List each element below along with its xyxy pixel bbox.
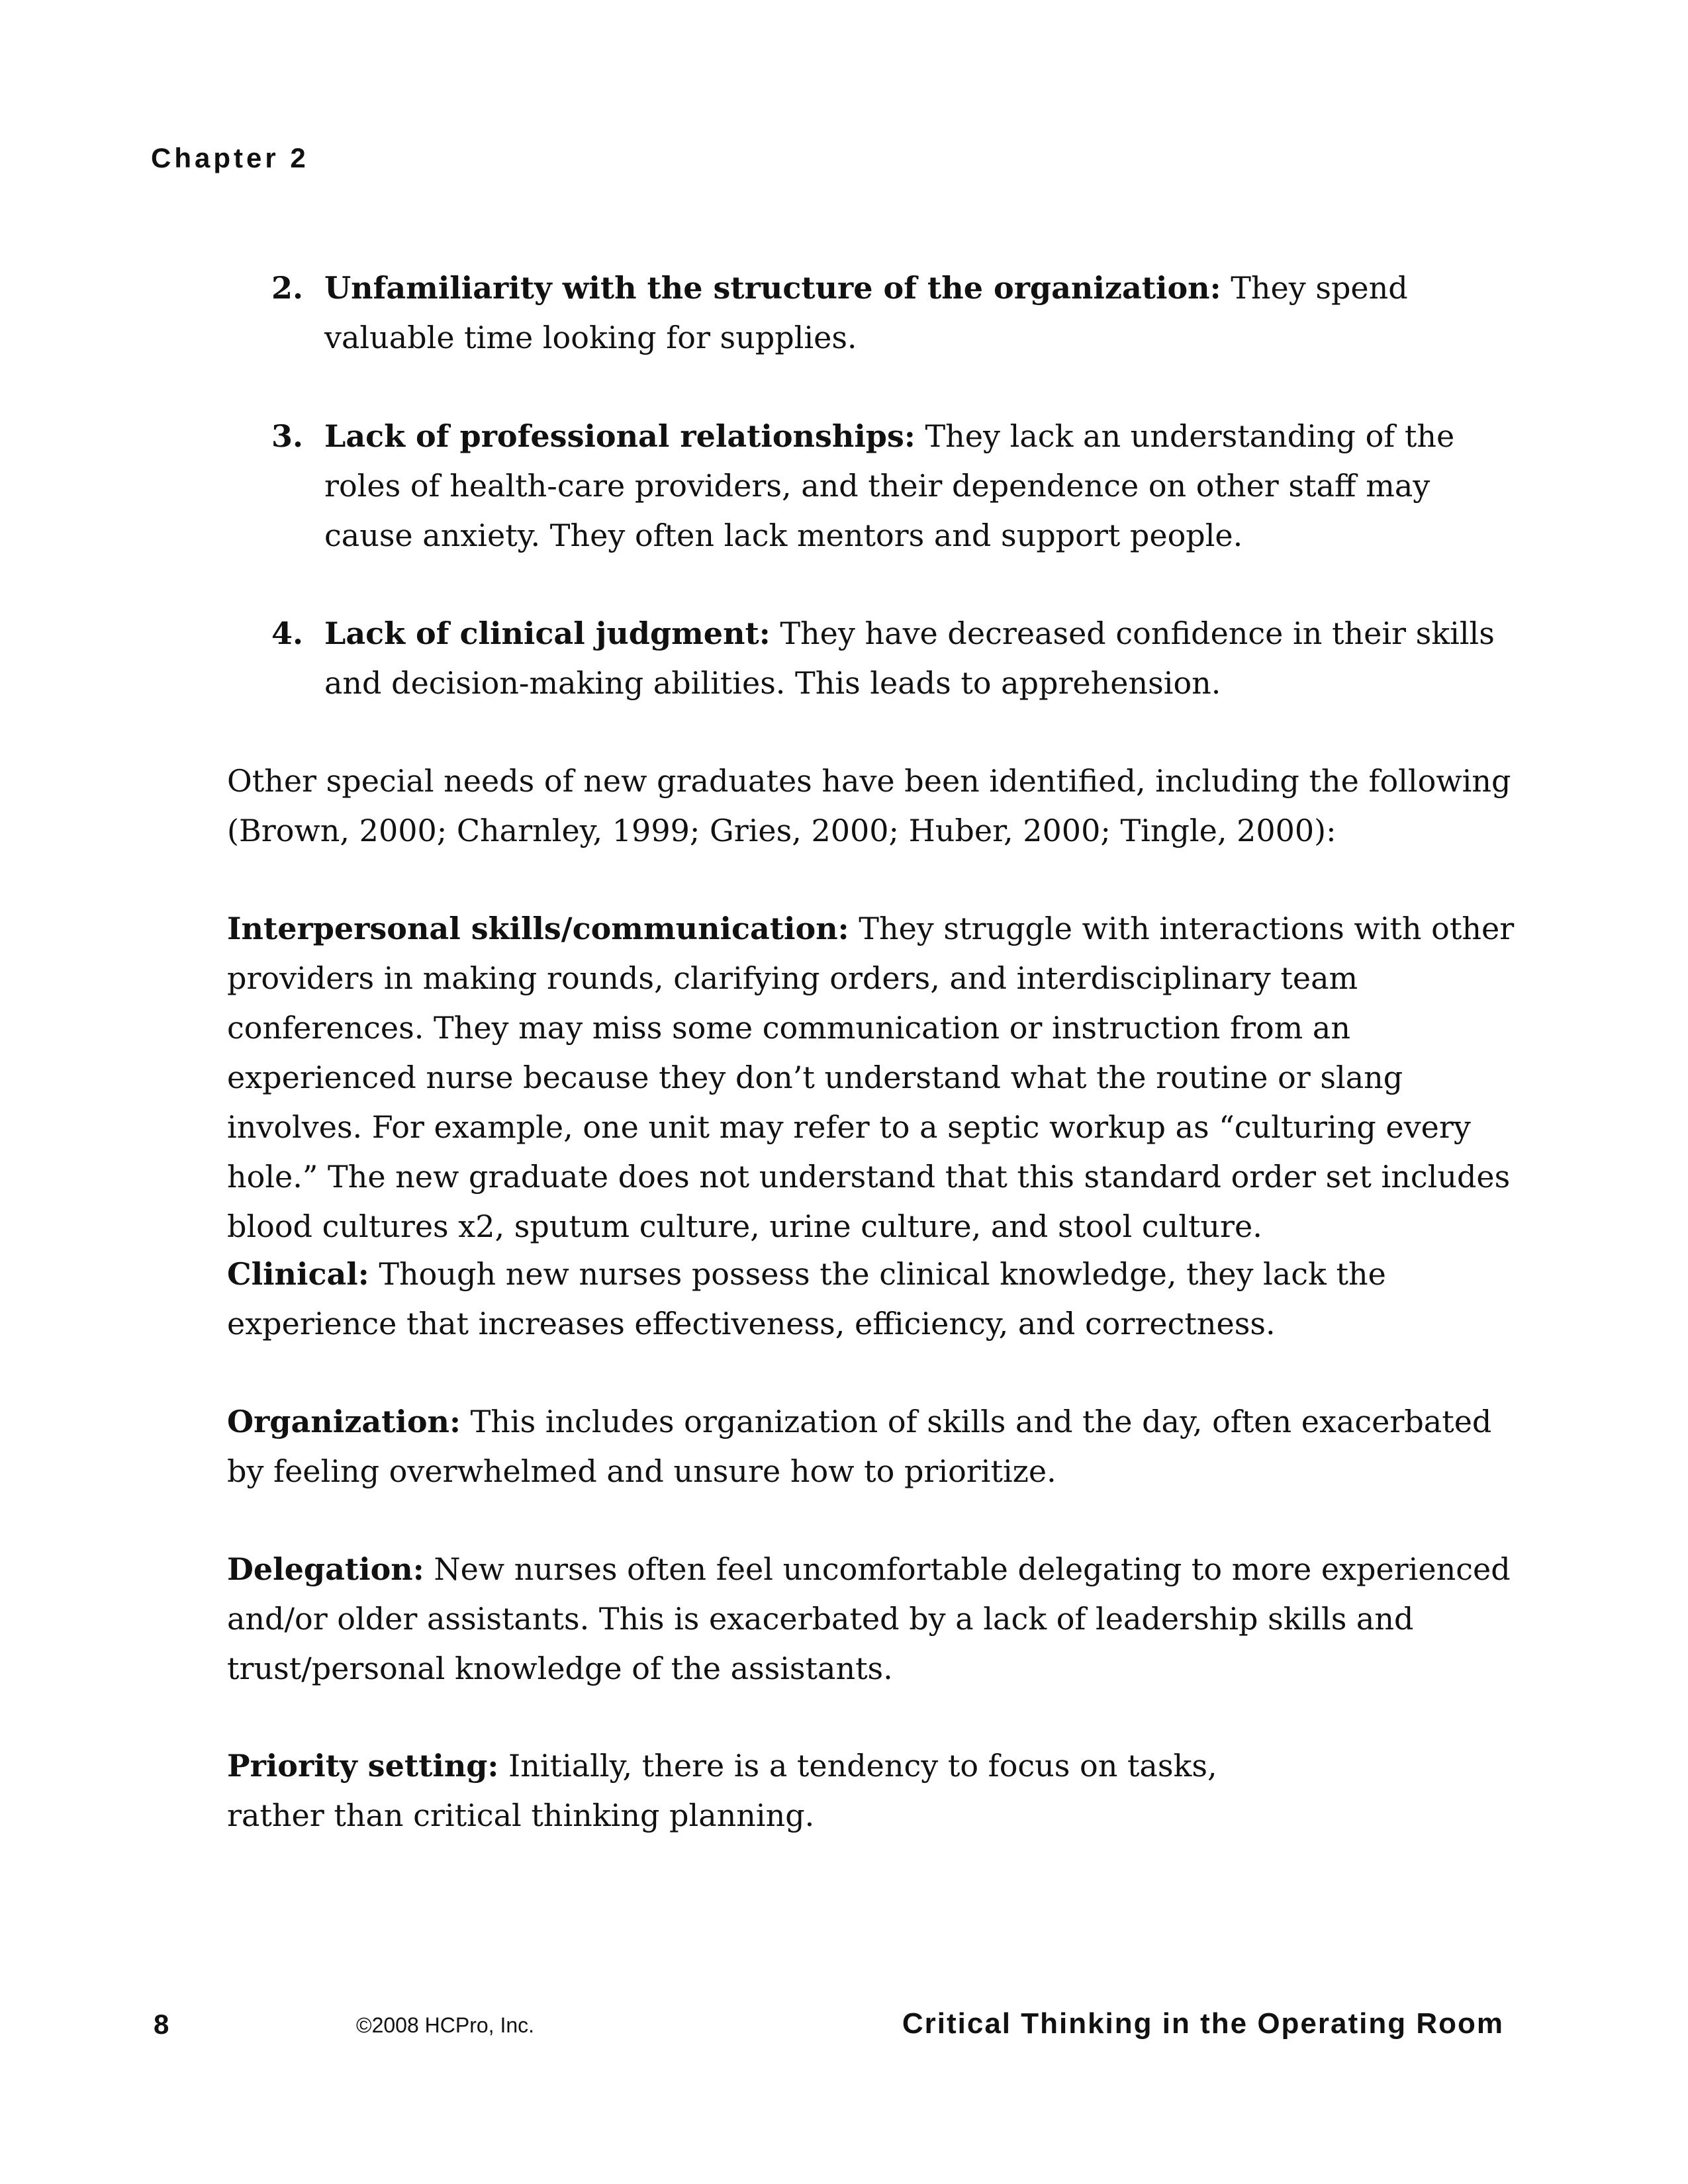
intro-paragraph: Other special needs of new graduates have been identified, including the following (Brown, 2000; Charnley, 1999; Gries, 2000; Huber, 2000; Tingle, 2000):: [227, 763, 1511, 848]
need-text: Though new nurses possess the clinical knowledge, they lack the experience that increases effectiveness, efficiency, and correctness.: [227, 1256, 1386, 1342]
need-organization: [227, 1397, 1518, 1496]
list-item: [271, 412, 1516, 561]
need-text: Initially, there is a tendency to focus on tasks, rather than critical thinking planning.: [227, 1748, 1217, 1833]
need-text: New nurses often feel uncomfortable delegating to more experienced and/or older assistants. This is exacerbated by a lack of leadership skills and trust/personal knowledge of the assistants.: [227, 1551, 1511, 1686]
list-item-term: Unfamiliarity with the structure of the organization:: [324, 270, 1221, 306]
need-priority-setting: [227, 1741, 1313, 1841]
list-item-number: 3.: [271, 418, 304, 454]
list-item-term: Lack of clinical judgment:: [324, 615, 771, 651]
list-item: [271, 263, 1516, 363]
list-item-text: They lack an understanding of the roles of health-care providers, and their dependence on other staff may cause anxiety. They often lack mentors and support people.: [324, 418, 1455, 553]
list-item-text: They spend valuable time looking for supplies.: [324, 270, 1408, 355]
need-term: Priority setting:: [227, 1748, 499, 1784]
list-item-number: 4.: [271, 615, 304, 651]
need-term: Clinical:: [227, 1256, 369, 1292]
list-item: [271, 609, 1516, 708]
need-delegation: [227, 1545, 1518, 1694]
list-item-number: 2.: [271, 270, 304, 306]
need-term: Interpersonal skills/communication:: [227, 911, 849, 946]
list-item-text: They have decreased confidence in their skills and decision-making abilities. This leads to apprehension.: [324, 615, 1495, 701]
need-text: They struggle with interactions with other providers in making rounds, clarifying orders, and interdisciplinary team conferences. They may miss some communication or instruction from an experienced nurse because they don’t understand what the routine or slang involves. For example, one unit may refer to a septic workup as “culturing every hole.” The new graduate does not understand that this standard order set includes blood cultures x2, sputum culture, urine culture, and stool culture.: [227, 911, 1515, 1244]
need-text: This includes organization of skills and the day, often exacerbated by feeling overwhelmed and unsure how to prioritize.: [227, 1404, 1492, 1489]
list-item-term: Lack of professional relationships:: [324, 418, 915, 454]
need-clinical: [227, 1250, 1518, 1349]
chapter-heading: Chapter 2: [151, 142, 309, 173]
copyright-notice: ©2008 HCPro, Inc.: [356, 2013, 535, 2037]
need-term: Delegation:: [227, 1551, 424, 1587]
need-interpersonal: [227, 904, 1518, 1251]
need-term: Organization:: [227, 1404, 461, 1439]
page-number: 8: [154, 2009, 169, 2040]
book-title: Critical Thinking in the Operating Room: [902, 2007, 1504, 2040]
